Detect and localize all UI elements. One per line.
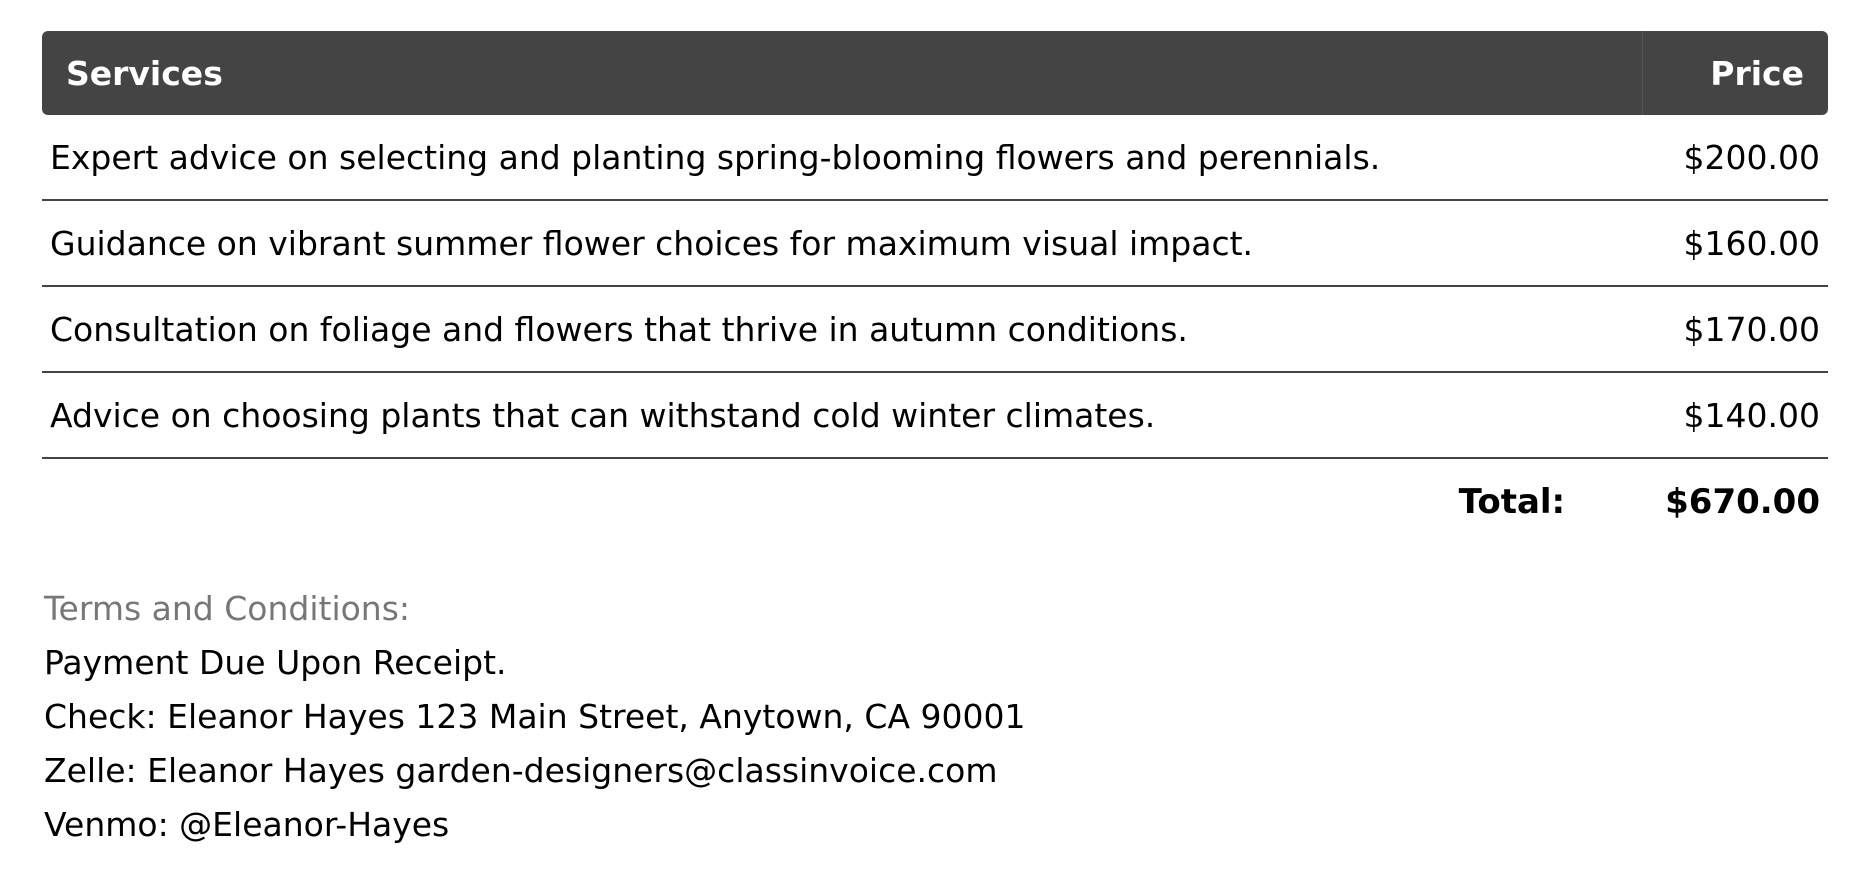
service-description: Guidance on vibrant summer flower choices for maximum visual impact. — [50, 223, 1254, 263]
service-price: $140.00 — [1683, 395, 1820, 435]
terms-line-zelle: Zelle: Eleanor Hayes garden-designers@classinvoice.com — [44, 751, 998, 790]
table-row — [42, 373, 1828, 459]
service-description: Consultation on foliage and flowers that thrive in autumn conditions. — [50, 309, 1188, 349]
service-description: Expert advice on selecting and planting spring-blooming flowers and perennials. — [50, 137, 1381, 177]
terms-line-check: Check: Eleanor Hayes 123 Main Street, Anytown, CA 90001 — [44, 697, 1026, 736]
services-column-header: Services — [42, 31, 1643, 115]
table-row — [42, 201, 1828, 287]
table-row — [42, 115, 1828, 201]
service-price: $170.00 — [1683, 309, 1820, 349]
total-label: Total: — [1458, 482, 1566, 522]
terms-heading: Terms and Conditions: — [44, 589, 411, 628]
services-table — [42, 31, 1828, 545]
price-column-header: Price — [1710, 53, 1804, 93]
terms-line-venmo: Venmo: @Eleanor-Hayes — [44, 805, 450, 844]
table-row — [42, 287, 1828, 373]
service-price: $200.00 — [1683, 137, 1820, 177]
table-header — [42, 31, 1828, 115]
terms-line-payment: Payment Due Upon Receipt. — [44, 643, 507, 682]
service-price: $160.00 — [1683, 223, 1820, 263]
terms-section — [44, 582, 1026, 852]
service-description: Advice on choosing plants that can withstand cold winter climates. — [50, 395, 1156, 435]
total-value: $670.00 — [1665, 482, 1820, 522]
total-row — [42, 459, 1828, 545]
